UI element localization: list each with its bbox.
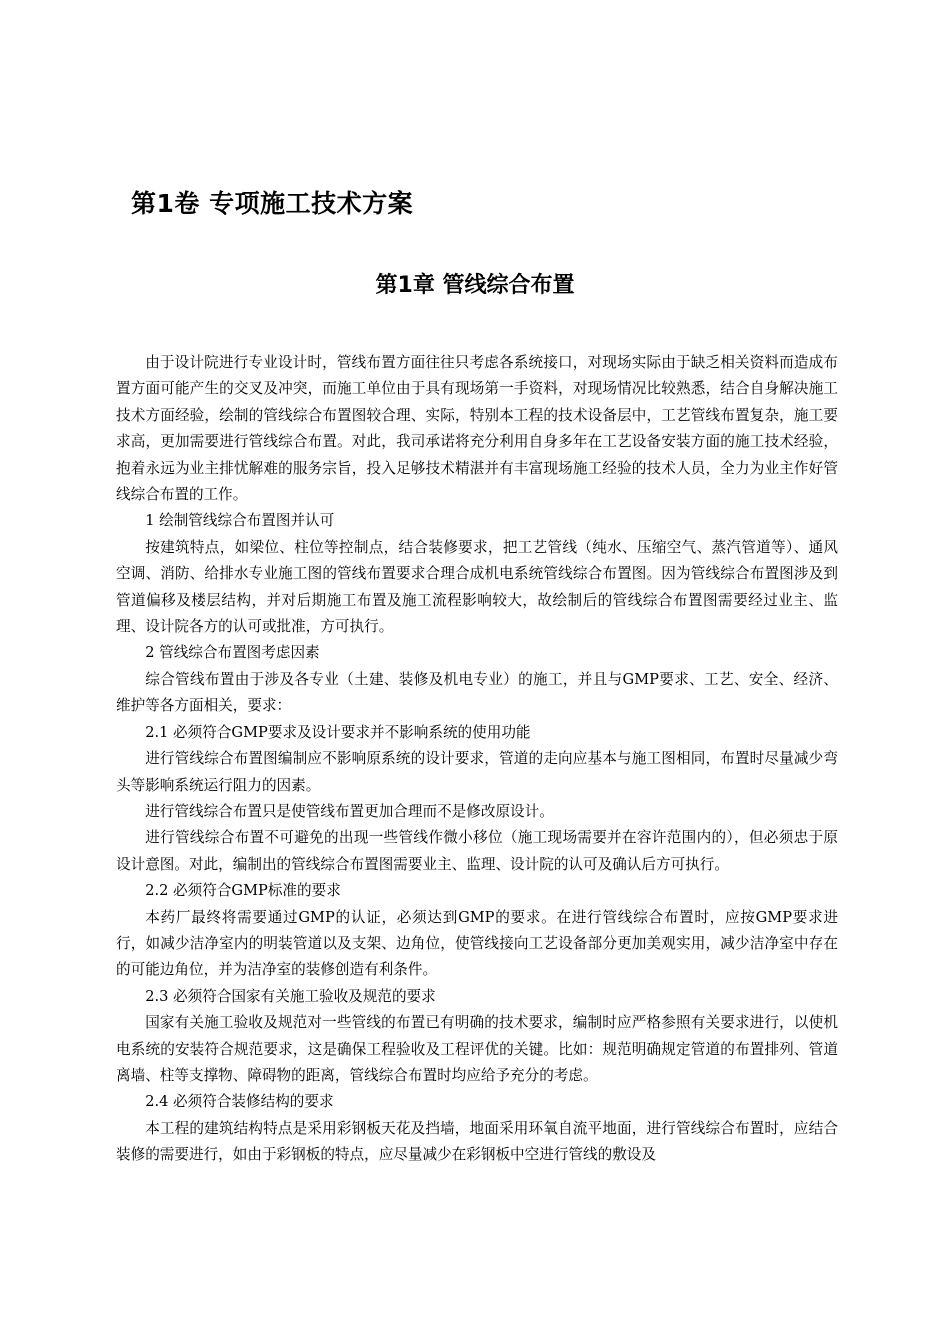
section-heading-2-4: 2.4 必须符合装修结构的要求 (145, 1093, 334, 1111)
section-heading-1: 1 绘制管线综合布置图并认可 (145, 512, 335, 530)
paragraph: 进行管线综合布置只是使管线布置更加合理而不是修改原设计。 (145, 802, 554, 820)
volume-title: 第1卷 专项施工技术方案 (131, 189, 414, 218)
section-heading-2-3: 2.3 必须符合国家有关施工验收及规范的要求 (145, 987, 436, 1005)
paragraph: 本药厂最终将需要通过GMP的认证，必须达到GMP的要求。在进行管线综合布置时，应按GMP要求进行，如减少洁净室内的明装管道以及支架、边角位，使管线接向工艺设备部分更加美观实用，减少洁净室中存在的可能边角位，并为洁净室的装修创造有利条件。 (116, 908, 838, 979)
section-heading-2-1: 2.1 必须符合GMP要求及设计要求并不影响系统的使用功能 (145, 723, 531, 741)
body-text (116, 350, 838, 1169)
paragraph: 进行管线综合布置不可避免的出现一些管线作微小移位（施工现场需要并在容许范围内的），但必须忠于原设计意图。对此，编制出的管线综合布置图需要业主、监理、设计院的认可及确认后方可执行。 (116, 829, 838, 873)
paragraph: 按建筑特点，如梁位、柱位等控制点，结合装修要求，把工艺管线（纯水、压缩空气、蒸汽管道等）、通风空调、消防、给排水专业施工图的管线布置要求合理合成机电系统管线综合布置图。因为管线综合布置图涉及到管道偏移及楼层结构，并对后期施工布置及施工流程影响较大，故绘制后的管线综合布置图需要经过业主、监理、设计院各方的认可或批准，方可执行。 (116, 538, 838, 636)
paragraph: 国家有关施工验收及规范对一些管线的布置已有明确的技术要求，编制时应严格参照有关要求进行，以使机电系统的安装符合规范要求，这是确保工程验收及工程评优的关键。比如：规范明确规定管道的布置排列、管道离墙、柱等支撑物、障碍物的距离，管线综合布置时均应给予充分的考虑。 (116, 1014, 838, 1084)
chapter-title: 第1章 管线综合布置 (375, 273, 575, 298)
paragraph: 综合管线布置由于涉及各专业（土建、装修及机电专业）的施工，并且与GMP要求、工艺、安全、经济、维护等各方面相关，要求： (116, 670, 838, 715)
paragraph-intro: 由于设计院进行专业设计时，管线布置方面往往只考虑各系统接口，对现场实际由于缺乏相关资料而造成布置方面可能产生的交叉及冲突，而施工单位由于具有现场第一手资料，对现场情况比较熟悉，结合自身解决施工技术方面经验，绘制的管线综合布置图较合理、实际，特别本工程的技术设备层中，工艺管线布置复杂，施工要求高，更加需要进行管线综合布置。对此，我司承诺将充分利用自身多年在工艺设备安装方面的施工技术经验，抱着永远为业主排忧解难的服务宗旨，投入足够技术精湛并有丰富现场施工经验的技术人员，全力为业主作好管线综合布置的工作。 (116, 354, 838, 504)
section-heading-2: 2 管线综合布置图考虑因素 (145, 644, 320, 662)
paragraph: 本工程的建筑结构特点是采用彩钢板天花及挡墙，地面采用环氧自流平地面，进行管线综合布置时，应结合装修的需要进行，如由于彩钢板的特点，应尽量减少在彩钢板中空进行管线的敷设及 (116, 1119, 838, 1164)
section-heading-2-2: 2.2 必须符合GMP标准的要求 (145, 882, 341, 900)
paragraph: 进行管线综合布置图编制应不影响原系统的设计要求，管道的走向应基本与施工图相同，布置时尽量减少弯头等影响系统运行阻力的因素。 (116, 750, 838, 794)
